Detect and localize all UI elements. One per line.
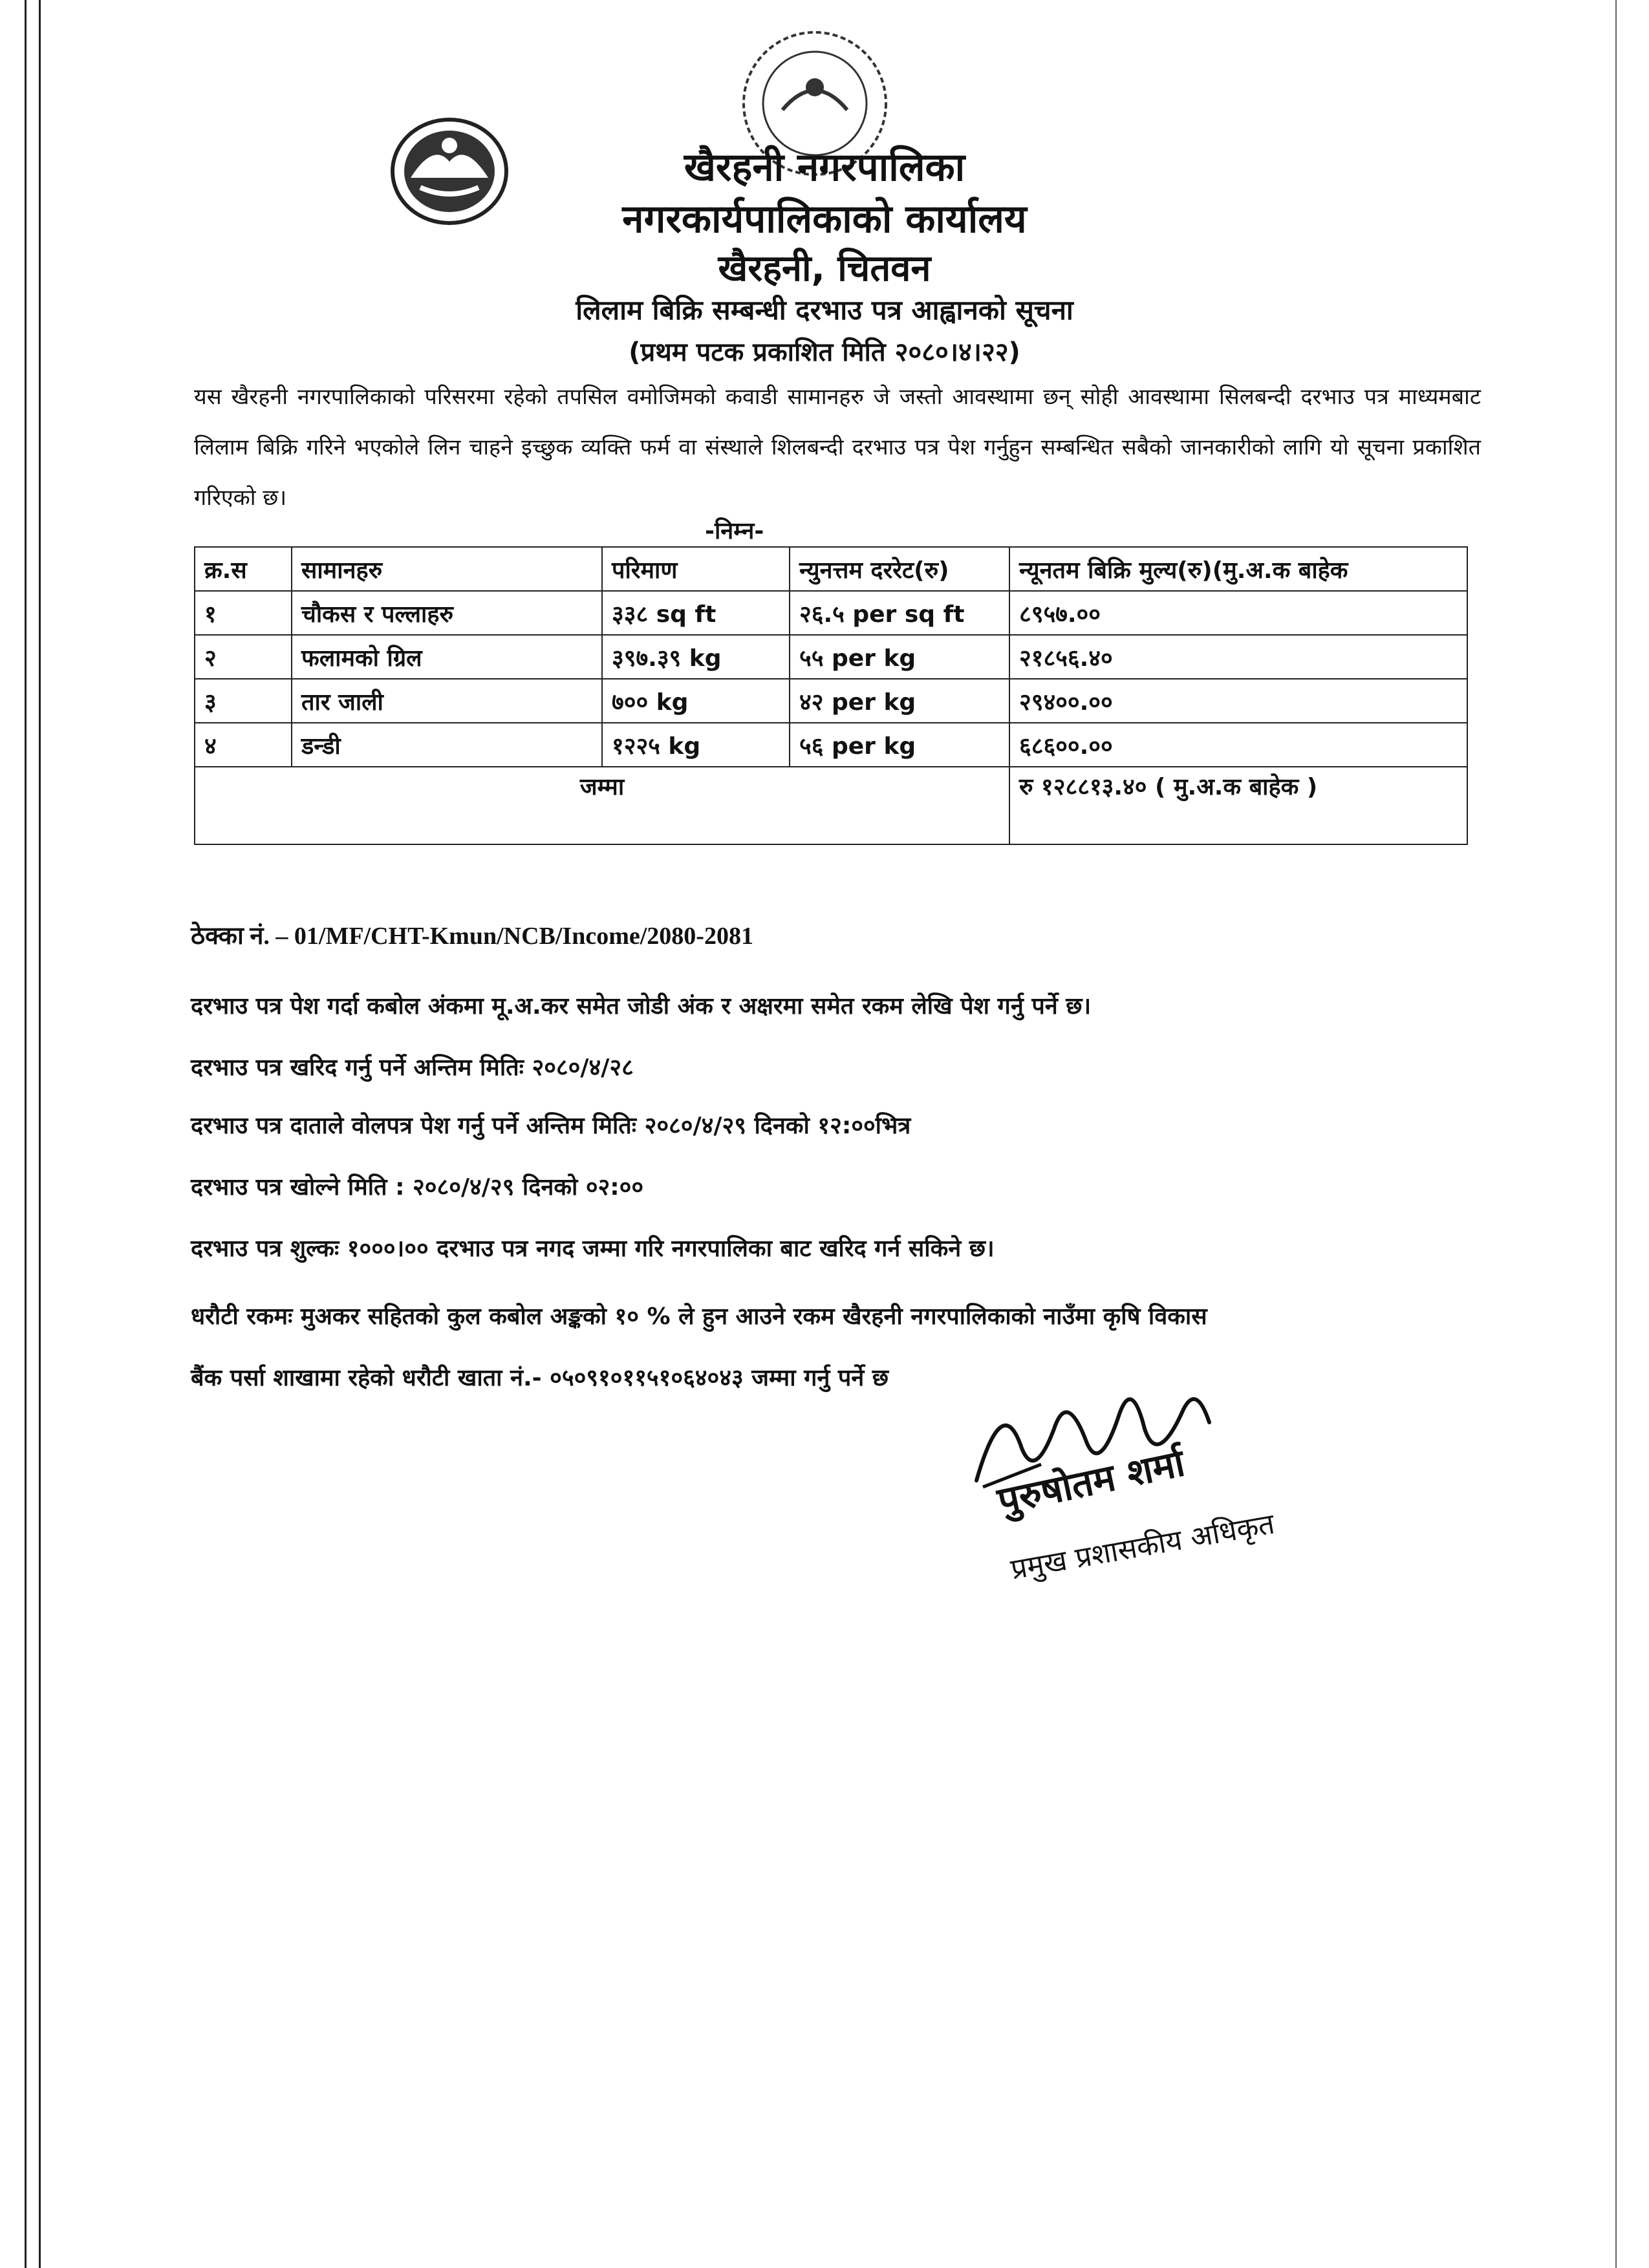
table-row	[195, 723, 1467, 767]
table-cell: ८९५७.००	[1009, 591, 1467, 635]
col-header: न्युनत्तम दररेट(रु)	[790, 547, 1009, 591]
table-cell: २	[195, 635, 292, 679]
table-cell: १२२५ kg	[602, 723, 790, 767]
total-label: जम्मा	[195, 767, 1009, 844]
notice-title: लिलाम बिक्रि सम्बन्धी दरभाउ पत्र आह्वानको सूचना	[576, 294, 1073, 326]
col-header: न्यूनतम बिक्रि मुल्य(रु)(मु.अ.क बाहेक	[1009, 547, 1467, 591]
table-cell: ५५ per kg	[790, 635, 1009, 679]
col-header: क्र.स	[195, 547, 292, 591]
deposit-line-1: धरौटी रकमः मुअकर सहितको कुल कबोल अङ्कको १० % ले हुन आउने रकम खैरहनी नगरपालिकाको नाउँमा कृषि विकास	[191, 1303, 1207, 1330]
col-header: परिमाण	[602, 547, 790, 591]
table-cell: डन्डी	[292, 723, 602, 767]
municipality-name: खैरहनी नगरपालिका	[684, 145, 965, 190]
table-row	[195, 591, 1467, 635]
table-cell: ४	[195, 723, 292, 767]
office-location: खैरहनी, चितवन	[718, 248, 931, 290]
col-header: सामानहरु	[292, 547, 602, 591]
table-cell: तार जाली	[292, 679, 602, 723]
intro-paragraph: यस खैरहनी नगरपालिकाको परिसरमा रहेको तपसिल वमोजिमको कवाडी सामानहरु जे जस्तो आवस्थामा छन् सोही आवस्थामा सिलबन्दी दरभाउ पत्र माध्यमबाट लिलाम बिक्रि गरिने भएकोले लिन चाहने इच्छुक व्यक्ति फर्म वा संस्थाले शिलबन्दी दरभाउ पत्र पेश गर्नुहुन सम्बन्धित सबैको जानकारीको लागि यो सूचना प्रकाशित गरिएको छ।	[194, 384, 1481, 511]
table-cell: २९४००.००	[1009, 679, 1467, 723]
table-cell: चौकस र पल्लाहरु	[292, 591, 602, 635]
table-cell: ४२ per kg	[790, 679, 1009, 723]
table-header-row	[195, 547, 1467, 591]
table-cell: ६८६००.००	[1009, 723, 1467, 767]
submit-deadline: दरभाउ पत्र दाताले वोलपत्र पेश गर्नु पर्ने अन्तिम मितिः २०८०/४/२९ दिनको १२:००भित्र	[191, 1113, 911, 1139]
bid-fee: दरभाउ पत्र शुल्कः १०००।०० दरभाउ पत्र नगद जम्मा गरि नगरपालिका बाट खरिद गर्न सकिने छ।	[191, 1236, 995, 1262]
table-row	[195, 679, 1467, 723]
table-cell: ३९७.३९ kg	[602, 635, 790, 679]
office-name: नगरकार्यपालिकाको कार्यालय	[622, 197, 1027, 242]
total-value: रु १२८८१३.४० ( मु.अ.क बाहेक )	[1009, 767, 1467, 844]
deposit-line-2: बैंक पर्सा शाखामा रहेको धरौटी खाता नं.- ०५०९१०११५१०६४०४३ जम्मा गर्नु पर्ने छ	[191, 1365, 889, 1391]
table-cell: फलामको ग्रिल	[292, 635, 602, 679]
published-date: (प्रथम पटक प्रकाशित मिति २०८०।४।२२)	[629, 337, 1020, 367]
table-cell: ५६ per kg	[790, 723, 1009, 767]
table-cell: ३३८ sq ft	[602, 591, 790, 635]
table-cell: २१८५६.४०	[1009, 635, 1467, 679]
purchase-deadline: दरभाउ पत्र खरिद गर्नु पर्ने अन्तिम मितिः २०८०/४/२८	[191, 1054, 634, 1081]
table-cell: २६.५ per sq ft	[790, 591, 1009, 635]
contract-number: ठेक्का नं. – 01/MF/CHT-Kmun/NCB/Income/2080-2081	[191, 923, 753, 950]
opening-date: दरभाउ पत्र खोल्ने मिति : २०८०/४/२९ दिनको ०२:००	[191, 1174, 644, 1201]
signatory-title: प्रमुख प्रशासकीय अधिकृत	[1008, 1507, 1277, 1587]
table-total-row	[195, 767, 1467, 844]
signatory-name: पुरुषोतम शर्मा	[993, 1440, 1189, 1523]
table-row	[195, 635, 1467, 679]
table-cell: ३	[195, 679, 292, 723]
items-table	[194, 546, 1468, 845]
table-cell: ७०० kg	[602, 679, 790, 723]
list-heading: -निम्न-	[705, 518, 764, 544]
table-cell: १	[195, 591, 292, 635]
bid-note: दरभाउ पत्र पेश गर्दा कबोल अंकमा मू.अ.कर समेत जोडी अंक र अक्षरमा समेत रकम लेखि पेश गर्नु पर्ने छ।	[191, 993, 1092, 1020]
